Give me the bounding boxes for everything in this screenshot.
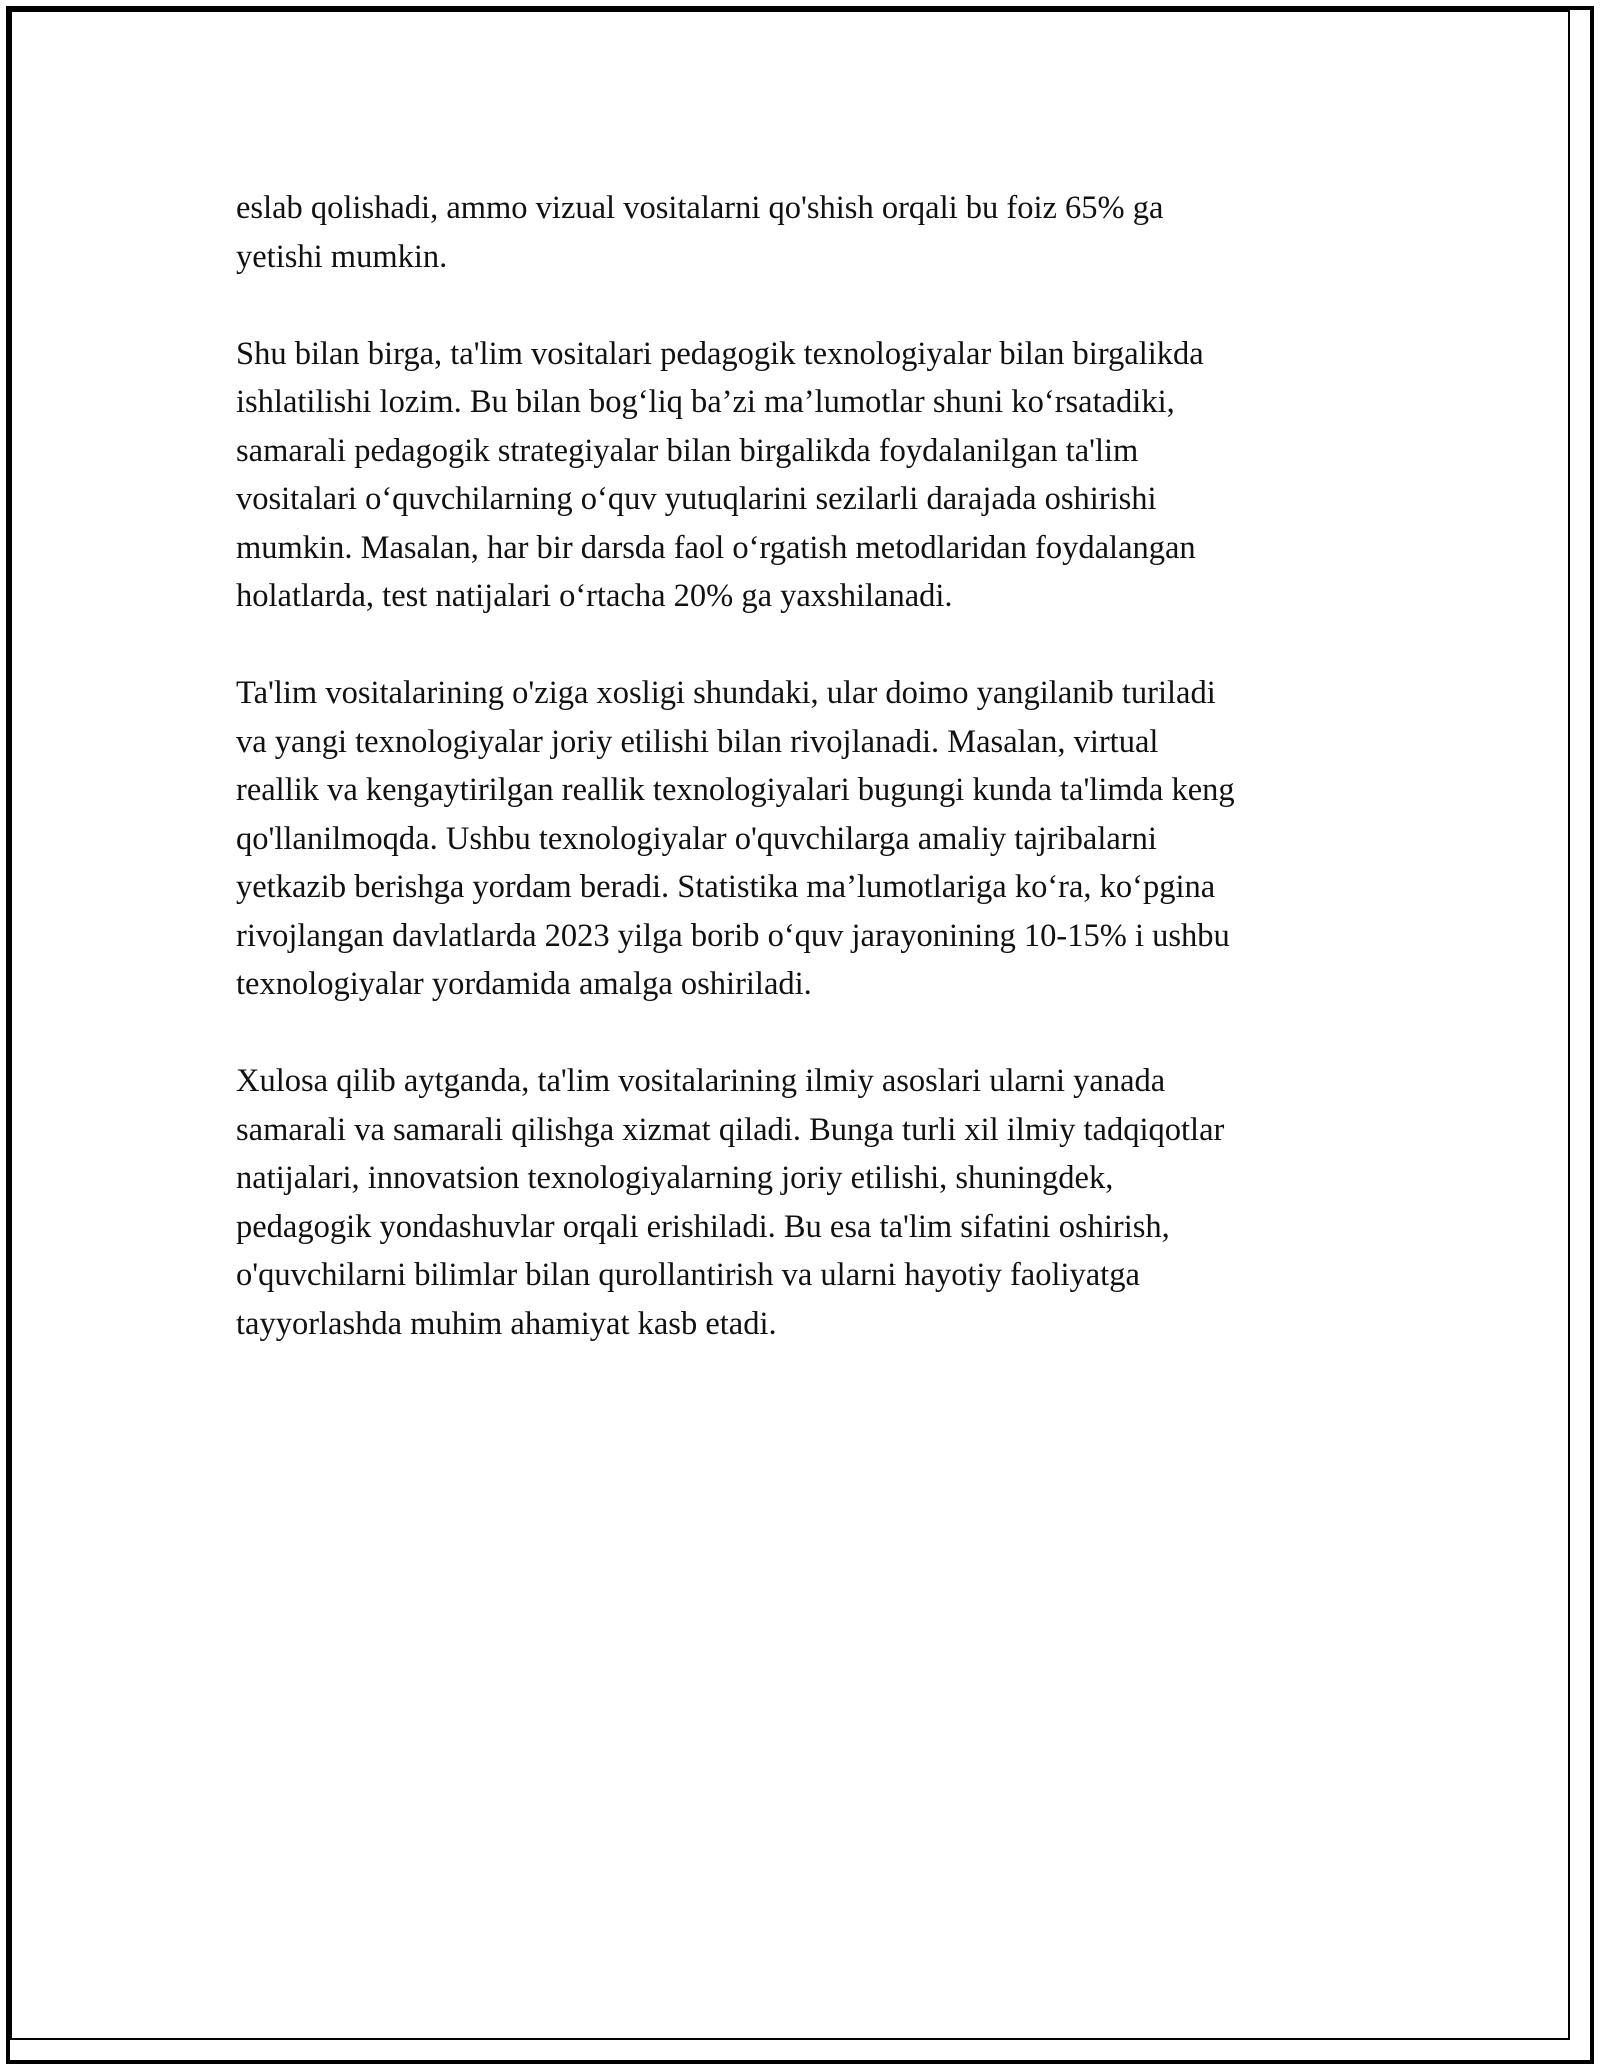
paragraph-4: Xulosa qilib aytganda, ta'lim vositalarining ilmiy asoslari ularni yanada samarali va samarali qilishga xizmat qiladi. Bunga turli xil ilmiy tadqiqotlar natijalari, innovatsion texnologiyalarning joriy etilishi, shuningdek, pedagogik yondashuvlar orqali erishiladi. Bu esa ta'lim sifatini oshirish, o'quvchilarni bilimlar bilan qurollantirish va ularni hayotiy faoliyatga tayyorlashda muhim ahamiyat kasb etadi. — [236, 1063, 1225, 1342]
document-body — [236, 184, 1386, 1397]
paragraph-1: eslab qolishadi, ammo vizual vositalarni qo'shish orqali bu foiz 65% ga yetishi mumkin. — [236, 190, 1164, 275]
paragraph-2: Shu bilan birga, ta'lim vositalari pedagogik texnologiyalar bilan birgalikda ishlatilishi lozim. Bu bilan bog‘liq ba’zi ma’lumotlar shuni ko‘rsatadiki, samarali pedagogik strategiyalar bilan birgalikda foydalanilgan ta'lim vositalari o‘quvchilarning o‘quv yutuqlarini sezilarli darajada oshirishi mumkin. Masalan, har bir darsda faol o‘rgatish metodlaridan foydalangan holatlarda, test natijalari o‘rtacha 20% ga yaxshilanadi. — [236, 335, 1204, 614]
paragraph-3: Ta'lim vositalarining o'ziga xosligi shundaki, ular doimo yangilanib turiladi va yangi texnologiyalar joriy etilishi bilan rivojlanadi. Masalan, virtual reallik va kengaytirilgan reallik texnologiyalari bugungi kunda ta'limda keng qo'llanilmoqda. Ushbu texnologiyalar o'quvchilarga amaliy tajribalarni yetkazib berishga yordam beradi. Statistika ma’lumotlariga ko‘ra, ko‘pgina rivojlangan davlatlarda 2023 yilga borib o‘quv jarayonining 10-15% i ushbu texnologiyalar yordamida amalga oshiriladi. — [236, 675, 1235, 1002]
